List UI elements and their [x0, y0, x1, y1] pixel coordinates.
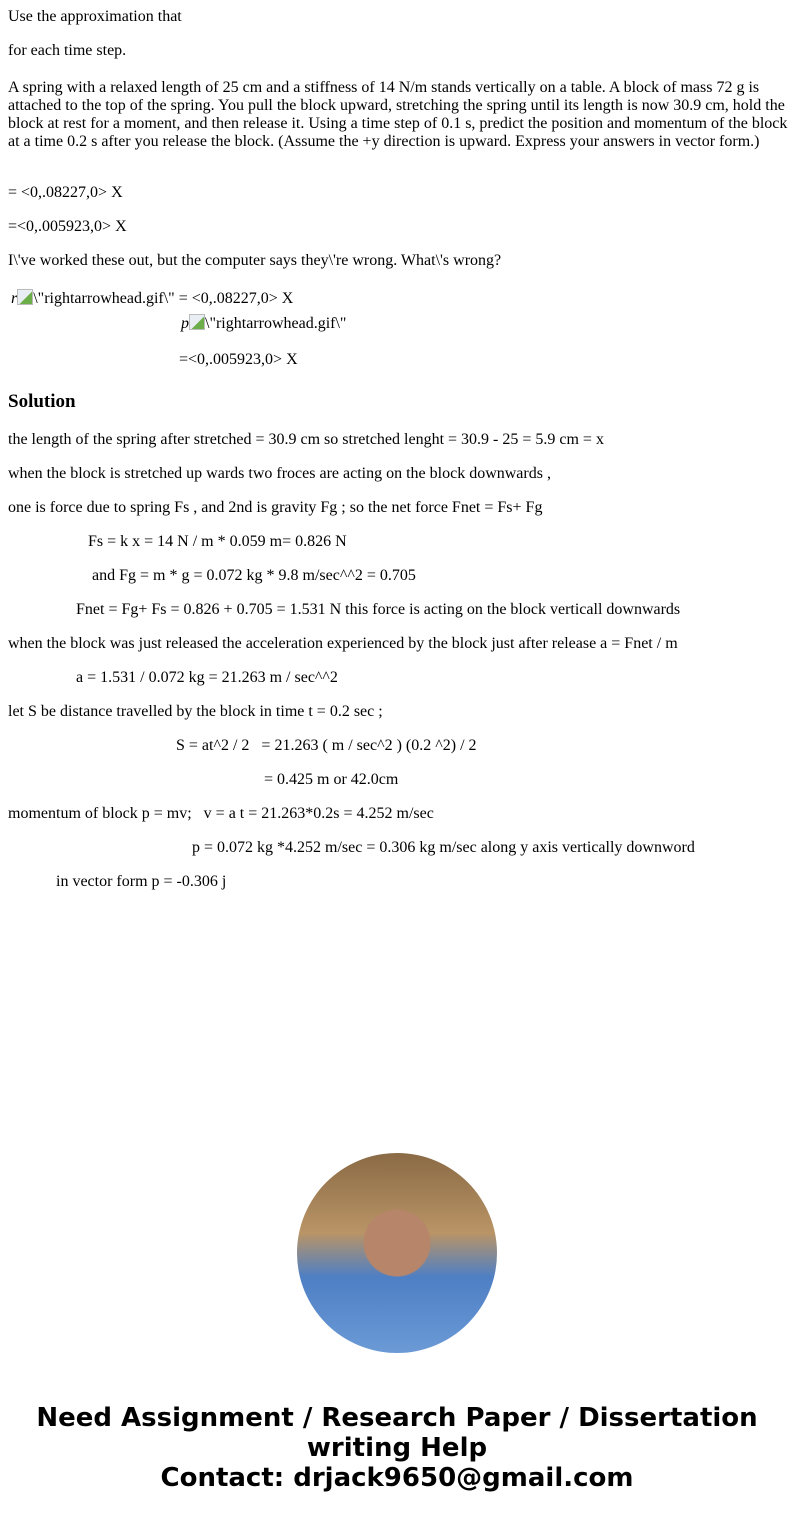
problem-text: A spring with a relaxed length of 25 cm and a stiffness of 14 N/m stands vertically on a table. A block of mass 72 g is attached to the top of the spring. You pull the block upward, stretching the spring until its length is now 30.9 cm, hold the block at rest for a moment, and then release it. Using a time step of 0.1 s, predict the position and momentum of the block at a time 0.2 s after you release the block. (Assume the +y direction is upward. Express your answers in vector form.)	[8, 79, 788, 150]
r-variable: r	[11, 290, 18, 307]
solution-line: a = 1.531 / 0.072 kg = 21.263 m / sec^^2	[76, 669, 338, 686]
footer-contact: Contact: drjack9650@gmail.com	[160, 1463, 634, 1493]
footer-banner	[0, 1403, 794, 1493]
answer-1: = <0,.08227,0> X	[8, 184, 123, 201]
footer-line-2: writing Help	[306, 1433, 488, 1463]
broken-image-icon	[17, 289, 33, 305]
author-avatar	[297, 1153, 497, 1353]
solution-heading: Solution	[8, 391, 76, 412]
solution-line: momentum of block p = mv; v = a t = 21.263*0.2s = 4.252 m/sec	[8, 805, 434, 822]
solution-line: in vector form p = -0.306 j	[56, 873, 227, 890]
solution-line: and Fg = m * g = 0.072 kg * 9.8 m/sec^^2 = 0.705	[92, 567, 416, 584]
p-label-row	[181, 314, 346, 333]
broken-image-icon	[189, 314, 205, 330]
solution-line: Fs = k x = 14 N / m * 0.059 m= 0.826 N	[88, 533, 347, 550]
step-text: for each time step.	[8, 42, 127, 59]
image-alt-text: \"rightarrowhead.gif\"	[205, 315, 347, 332]
r-value: = <0,.08227,0> X	[174, 290, 294, 307]
solution-line: the length of the spring after stretched = 30.9 cm so stretched lenght = 30.9 - 25 = 5.9 cm = x	[8, 431, 604, 448]
p-value: =<0,.005923,0> X	[179, 351, 298, 368]
p-variable: p	[181, 315, 189, 332]
solution-line: = 0.425 m or 42.0cm	[264, 771, 399, 788]
intro-text: Use the approximation that	[8, 8, 182, 25]
complaint-text: I\'ve worked these out, but the computer says they\'re wrong. What\'s wrong?	[8, 252, 502, 269]
r-answer-row	[11, 289, 293, 308]
solution-line: when the block was just released the acceleration experienced by the block just after release a = Fnet / m	[8, 635, 678, 652]
solution-line: S = at^2 / 2 = 21.263 ( m / sec^2 ) (0.2 ^2) / 2	[176, 737, 477, 754]
footer-line-1: Need Assignment / Research Paper / Dissertation	[36, 1403, 758, 1433]
solution-line: let S be distance travelled by the block in time t = 0.2 sec ;	[8, 703, 383, 720]
solution-line: p = 0.072 kg *4.252 m/sec = 0.306 kg m/sec along y axis vertically downword	[192, 839, 695, 856]
image-alt-text: \"rightarrowhead.gif\"	[33, 290, 175, 307]
answer-2: =<0,.005923,0> X	[8, 218, 127, 235]
solution-line: one is force due to spring Fs , and 2nd is gravity Fg ; so the net force Fnet = Fs+ Fg	[8, 499, 543, 516]
solution-line: Fnet = Fg+ Fs = 0.826 + 0.705 = 1.531 N this force is acting on the block verticall downwards	[76, 601, 681, 618]
solution-line: when the block is stretched up wards two froces are acting on the block downwards ,	[8, 465, 551, 482]
